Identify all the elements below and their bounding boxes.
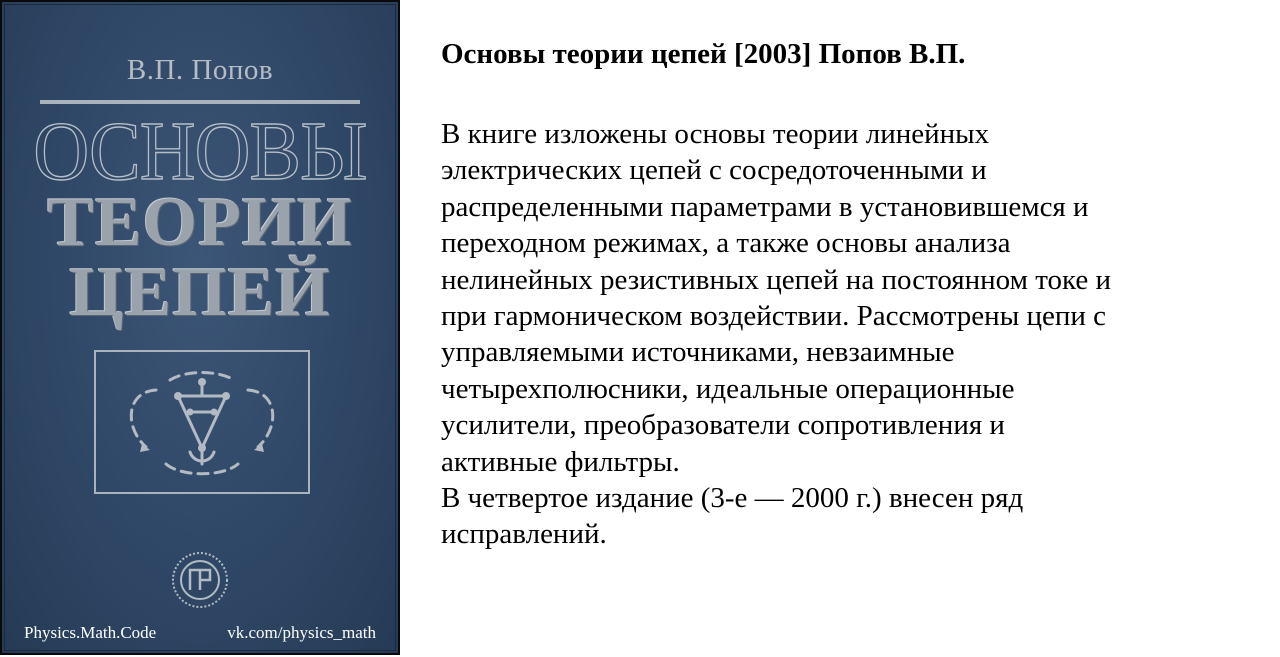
- description-line: исправлений.: [441, 518, 607, 551]
- description-line: В книге изложены основы теории линейных: [441, 118, 990, 150]
- cover-title-line-1: ОСНОВЫ: [33, 105, 367, 198]
- description-line: активные фильтры.: [441, 445, 680, 478]
- description-line: нелинейных резистивных цепей на постоянном токе и: [441, 263, 1112, 296]
- cover-title-line-2: ТЕОРИИ: [47, 184, 353, 261]
- description-line: четырехполюсники, идеальные операционные: [441, 372, 1015, 405]
- description-line: при гармоническом воздействии. Рассмотрены цепи с: [441, 300, 1106, 333]
- description-line: управляемыми источниками, невзаимные: [441, 336, 955, 369]
- cover-divider: [40, 100, 360, 104]
- cover-title-line-3: ЦЕПЕЙ: [69, 254, 331, 331]
- cover-author: В.П. Попов: [126, 54, 274, 86]
- book-description: [441, 116, 1271, 553]
- description-line: электрических цепей с сосредоточенными и: [441, 154, 987, 187]
- book-title: Основы теории цепей [2003] Попов В.П.: [441, 38, 966, 70]
- watermark-site-name: Physics.Math.Code: [24, 623, 157, 642]
- publisher-logo-icon: [170, 550, 230, 610]
- cover-emblem-frame: [94, 350, 310, 494]
- description-line: распределенными параметрами в установившемся и: [441, 190, 1089, 223]
- description-line: В четвертое издание (3-е — 2000 г.) внесен ряд: [441, 482, 1024, 515]
- description-line: усилители, преобразователи сопротивления и: [441, 409, 1005, 442]
- book-cover: [0, 0, 400, 655]
- book-description-panel: [441, 34, 1271, 553]
- cover-watermark: [2, 623, 398, 643]
- circuit-emblem-icon: [96, 352, 308, 492]
- description-line: переходном режимах, а также основы анализа: [441, 227, 1011, 260]
- watermark-url: vk.com/physics_math: [227, 623, 376, 642]
